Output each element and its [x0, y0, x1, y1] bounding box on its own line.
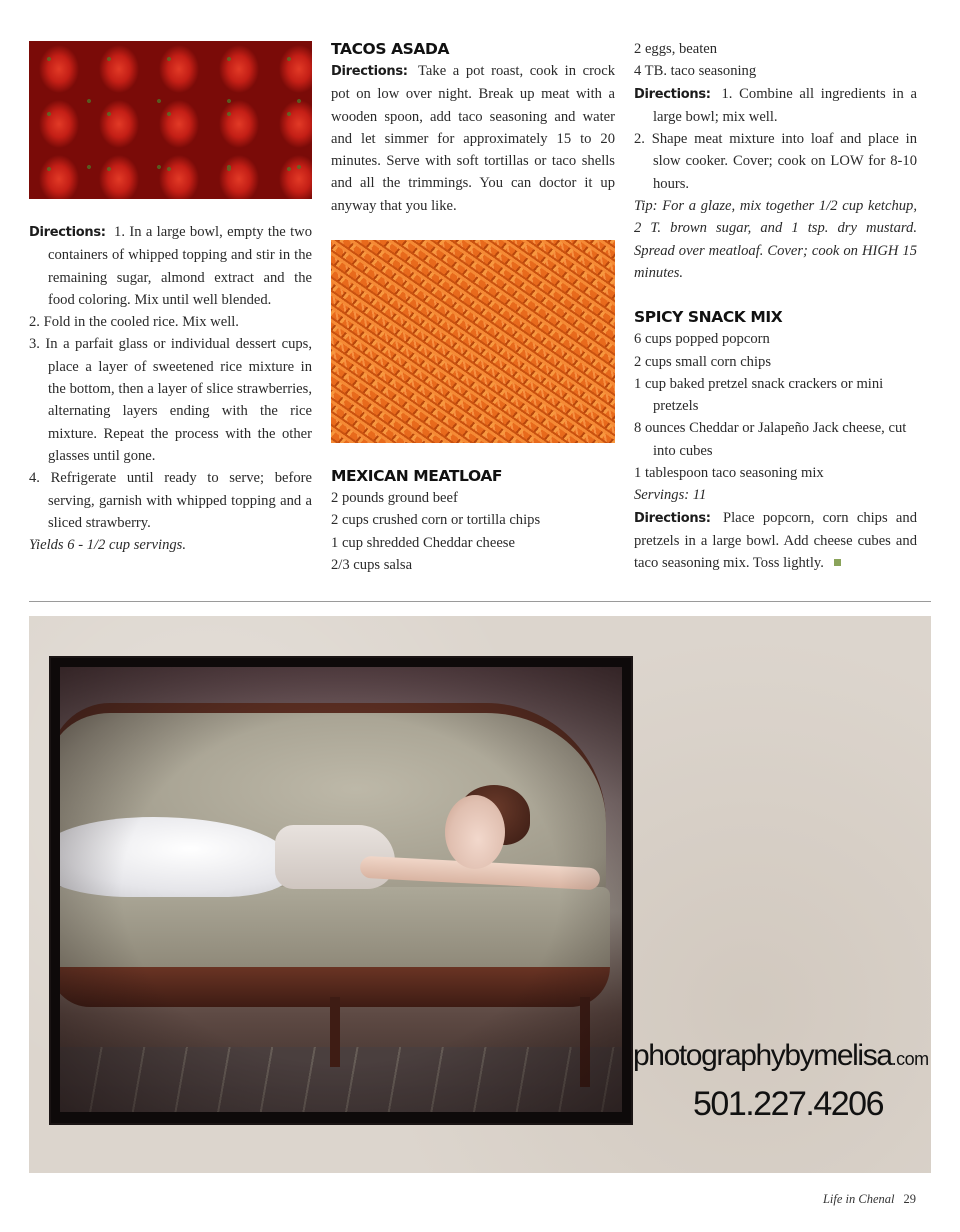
meatloaf-step-1: Directions: 1. Combine all ingredients in a large bowl; mix well. [634, 85, 917, 125]
photo-frame [51, 658, 631, 1123]
meatloaf-title: MEXICAN MEATLOAF [331, 467, 503, 486]
vignette [60, 667, 622, 1112]
snack-directions: Directions: Place popcorn, corn chips and pretzels in a large bowl. Add cheese cubes and taco seasoning mix. Toss lightly. [634, 509, 917, 572]
meatloaf-ingredient: 2 cups crushed corn or tortilla chips [331, 512, 541, 529]
directions-label: Directions: [634, 510, 711, 526]
rice-directions-step-1: Directions: 1. In a large bowl, empty the two containers of whipped topping and stir in the remaining sugar, almond extract and the food coloring. Mix until well blended. [29, 224, 312, 308]
portrait-photo [60, 667, 622, 1112]
column-middle [331, 38, 615, 576]
tacos-directions: Directions: Take a pot roast, cook in crock pot on low over night. Break up meat with a wooden spoon, add taco seasoning and water and let simmer for approximately 15 to 20 minutes. Serve with soft tortillas or taco shells and all the trimmings. You can doctor it up anyway that you like. [331, 63, 616, 214]
snack-ingredient: 6 cups popped popcorn [634, 331, 770, 348]
photography-ad [29, 616, 931, 1173]
meatloaf-step-2: 2. Shape meat mixture into loaf and place in slow cooker. Cover; cook on LOW for 8-10 hours. [634, 131, 917, 192]
snack-title: SPICY SNACK MIX [634, 308, 783, 327]
directions-label: Directions: [29, 225, 106, 240]
rice-yield: Yields 6 - 1/2 cup servings. [29, 537, 187, 554]
ad-site-name: photographybymelisa [633, 1039, 892, 1072]
snack-ingredient: 2 cups small corn chips [634, 353, 771, 370]
ad-site-tld: .com [891, 1049, 929, 1069]
snack-ingredient: 8 ounces Cheddar or Jalapeño Jack cheese, cut into cubes [634, 420, 907, 459]
ad-website [633, 1036, 933, 1079]
rice-directions-step-3: 3. In a parfait glass or individual dessert cups, place a layer of sweetened rice mixture in the bottom, then a layer of slice strawberries, alternating layers ending with the rice mixture. Repeat the process with the other glasses until gone. [29, 336, 312, 464]
meatloaf-ingredient: 4 TB. taco seasoning [634, 63, 757, 80]
meatloaf-ingredient: 2 eggs, beaten [634, 41, 718, 57]
directions-label: Directions: [331, 64, 408, 79]
snack-ingredient: 1 cup baked pretzel snack crackers or mini pretzels [634, 375, 884, 415]
strawberry-photo [29, 41, 312, 199]
meatloaf-ingredient: 2 pounds ground beef [331, 490, 458, 507]
end-mark-icon [834, 559, 841, 566]
shredded-cheese-photo [331, 240, 615, 443]
rice-directions-step-4: 4. Refrigerate until ready to serve; before serving, garnish with whipped topping and a sliced strawberry. [29, 470, 312, 531]
meatloaf-tip: Tip: For a glaze, mix together 1/2 cup ketchup, 2 T. brown sugar, and 1 tsp. dry mustard. Spread over meatloaf. Cover; cook on HIGH 15 minutes. [634, 198, 917, 281]
magazine-name: Life in Chenal [822, 1192, 895, 1206]
meatloaf-ingredient: 2/3 cups salsa [331, 556, 413, 573]
snack-ingredient: 1 tablespoon taco seasoning mix [634, 465, 824, 482]
page-footer [823, 1192, 916, 1207]
ad-phone: 501.227.4206 [693, 1085, 883, 1123]
column-left [29, 38, 312, 556]
column-right [634, 38, 917, 575]
tacos-title: TACOS ASADA [331, 40, 450, 58]
directions-label: Directions: [634, 86, 711, 102]
meatloaf-ingredient: 1 cup shredded Cheddar cheese [331, 534, 515, 551]
section-divider [29, 601, 931, 602]
page-number: 29 [903, 1192, 916, 1206]
snack-servings: Servings: 11 [634, 487, 707, 504]
rice-directions-step-2: 2. Fold in the cooled rice. Mix well. [29, 314, 239, 331]
